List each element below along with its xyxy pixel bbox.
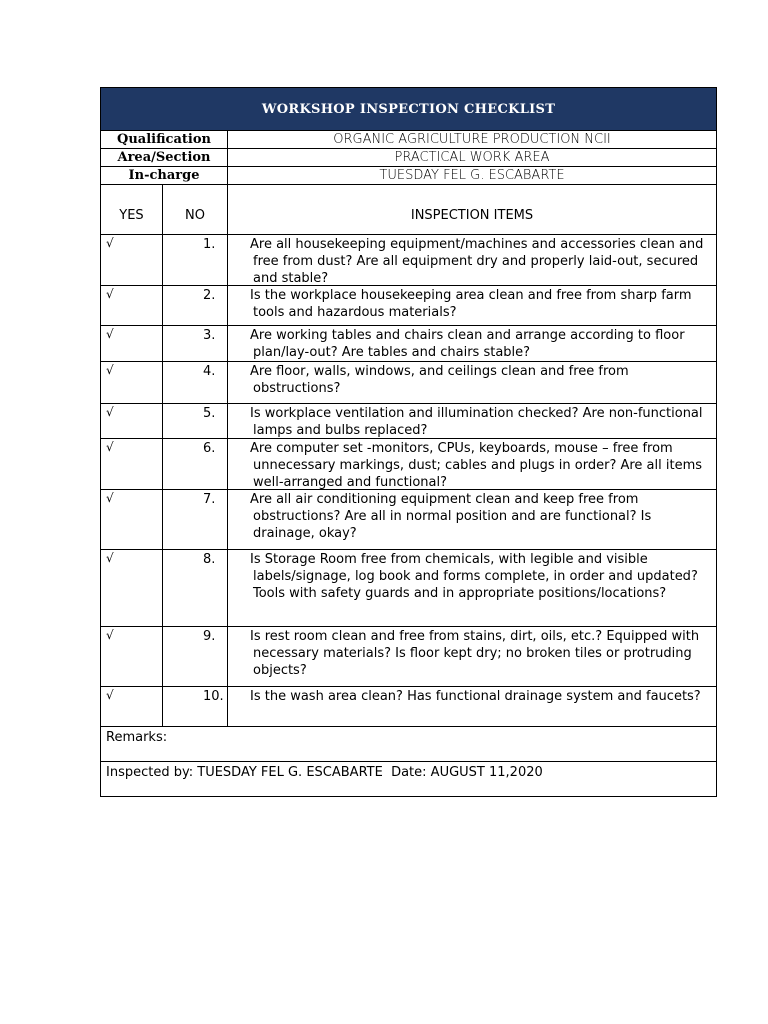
inspection-date: AUGUST 11,2020 bbox=[430, 765, 543, 780]
table-row bbox=[101, 687, 716, 727]
table-row bbox=[101, 326, 716, 362]
item-number: 5. bbox=[203, 406, 216, 421]
no-header: NO bbox=[163, 185, 228, 234]
item-text: Is workplace ventilation and illumination checked? Are non-functional lamps and bulbs replaced? bbox=[250, 406, 703, 438]
no-check-cell bbox=[163, 439, 228, 489]
info-row-qualification bbox=[101, 131, 716, 149]
table-row bbox=[101, 286, 716, 326]
item-text: Is the wash area clean? Has functional drainage system and faucets? bbox=[250, 689, 701, 704]
yes-header: YES bbox=[101, 185, 163, 234]
inspection-item bbox=[203, 235, 716, 286]
area-section-label: Area/Section bbox=[101, 149, 228, 166]
item-text: Are all air conditioning equipment clean and keep free from obstructions? Are all in normal position and are functional? Is drainage, okay? bbox=[250, 492, 652, 541]
item-text: Is rest room clean and free from stains, dirt, oils, etc.? Equipped with necessary materials? Is floor kept dry; no broken tiles or protruding objects? bbox=[250, 629, 700, 678]
item-number: 1. bbox=[203, 237, 216, 252]
yes-check-mark: √ bbox=[101, 286, 163, 325]
date-label: Date: bbox=[391, 765, 427, 780]
inspection-item bbox=[203, 550, 716, 626]
item-number: 2. bbox=[203, 288, 216, 303]
yes-check-mark: √ bbox=[101, 550, 163, 626]
inspector-name: TUESDAY FEL G. ESCABARTE bbox=[197, 765, 383, 780]
item-text: Are working tables and chairs clean and arrange according to floor plan/lay-out? Are tables and chairs stable? bbox=[250, 328, 685, 360]
inspected-by-label: Inspected by: bbox=[106, 765, 194, 780]
column-header-row bbox=[101, 185, 716, 235]
item-number: 10. bbox=[203, 689, 224, 704]
inspection-item bbox=[203, 439, 716, 490]
info-row-in-charge bbox=[101, 167, 716, 185]
item-text: Is Storage Room free from chemicals, with legible and visible labels/signage, log book and forms complete, in order and updated? Tools with safety guards and in appropriate positions/locations? bbox=[250, 552, 698, 601]
table-row bbox=[101, 627, 716, 687]
item-number: 9. bbox=[203, 629, 216, 644]
table-row bbox=[101, 490, 716, 550]
remarks-row bbox=[101, 727, 716, 762]
inspection-item bbox=[203, 286, 716, 325]
checklist-title: WORKSHOP INSPECTION CHECKLIST bbox=[101, 88, 716, 131]
qualification-label: Qualification bbox=[101, 131, 228, 148]
table-row bbox=[101, 439, 716, 490]
item-number: 7. bbox=[203, 492, 216, 507]
in-charge-label: In-charge bbox=[101, 167, 228, 184]
yes-check-mark: √ bbox=[101, 439, 163, 489]
no-check-cell bbox=[163, 235, 228, 285]
inspection-items-header: INSPECTION ITEMS bbox=[410, 208, 534, 223]
item-text: Is the workplace housekeeping area clean and free from sharp farm tools and hazardous materials? bbox=[250, 288, 692, 320]
yes-check-mark: √ bbox=[101, 627, 163, 686]
area-section-value: PRACTICAL WORK AREA bbox=[394, 150, 550, 165]
item-number: 6. bbox=[203, 441, 216, 456]
no-check-cell bbox=[163, 362, 228, 403]
yes-check-mark: √ bbox=[101, 490, 163, 549]
no-check-cell bbox=[163, 404, 228, 438]
qualification-value: ORGANIC AGRICULTURE PRODUCTION NCII bbox=[333, 132, 611, 147]
item-text: Are floor, walls, windows, and ceilings clean and free from obstructions? bbox=[250, 364, 629, 396]
yes-check-mark: √ bbox=[101, 362, 163, 403]
no-check-cell bbox=[163, 286, 228, 325]
table-row bbox=[101, 550, 716, 627]
inspection-item bbox=[203, 687, 716, 726]
item-text: Are all housekeeping equipment/machines and accessories clean and free from dust? Are all equipment dry and properly laid-out, secured and stable? bbox=[250, 237, 704, 286]
table-row bbox=[101, 404, 716, 439]
no-check-cell bbox=[163, 490, 228, 549]
item-number: 3. bbox=[203, 328, 216, 343]
remarks-label: Remarks: bbox=[106, 730, 168, 745]
table-row bbox=[101, 235, 716, 286]
inspection-item bbox=[203, 326, 716, 361]
inspection-item bbox=[203, 490, 716, 549]
info-row-area-section bbox=[101, 149, 716, 167]
item-text: Are computer set -monitors, CPUs, keyboards, mouse – free from unnecessary markings, dust; cables and plugs in order? Are all items well-arranged and functional? bbox=[250, 441, 703, 490]
item-number: 4. bbox=[203, 364, 216, 379]
item-number: 8. bbox=[203, 552, 216, 567]
inspected-by-row bbox=[101, 762, 716, 796]
no-check-cell bbox=[163, 326, 228, 361]
no-check-cell bbox=[163, 627, 228, 686]
inspection-checklist-table bbox=[100, 87, 717, 797]
inspection-item bbox=[203, 404, 716, 438]
yes-check-mark: √ bbox=[101, 687, 163, 726]
inspection-item bbox=[203, 627, 716, 686]
table-row bbox=[101, 362, 716, 404]
yes-check-mark: √ bbox=[101, 326, 163, 361]
inspection-item bbox=[203, 362, 716, 403]
in-charge-value: TUESDAY FEL G. ESCABARTE bbox=[379, 168, 565, 183]
yes-check-mark: √ bbox=[101, 235, 163, 285]
yes-check-mark: √ bbox=[101, 404, 163, 438]
no-check-cell bbox=[163, 550, 228, 626]
